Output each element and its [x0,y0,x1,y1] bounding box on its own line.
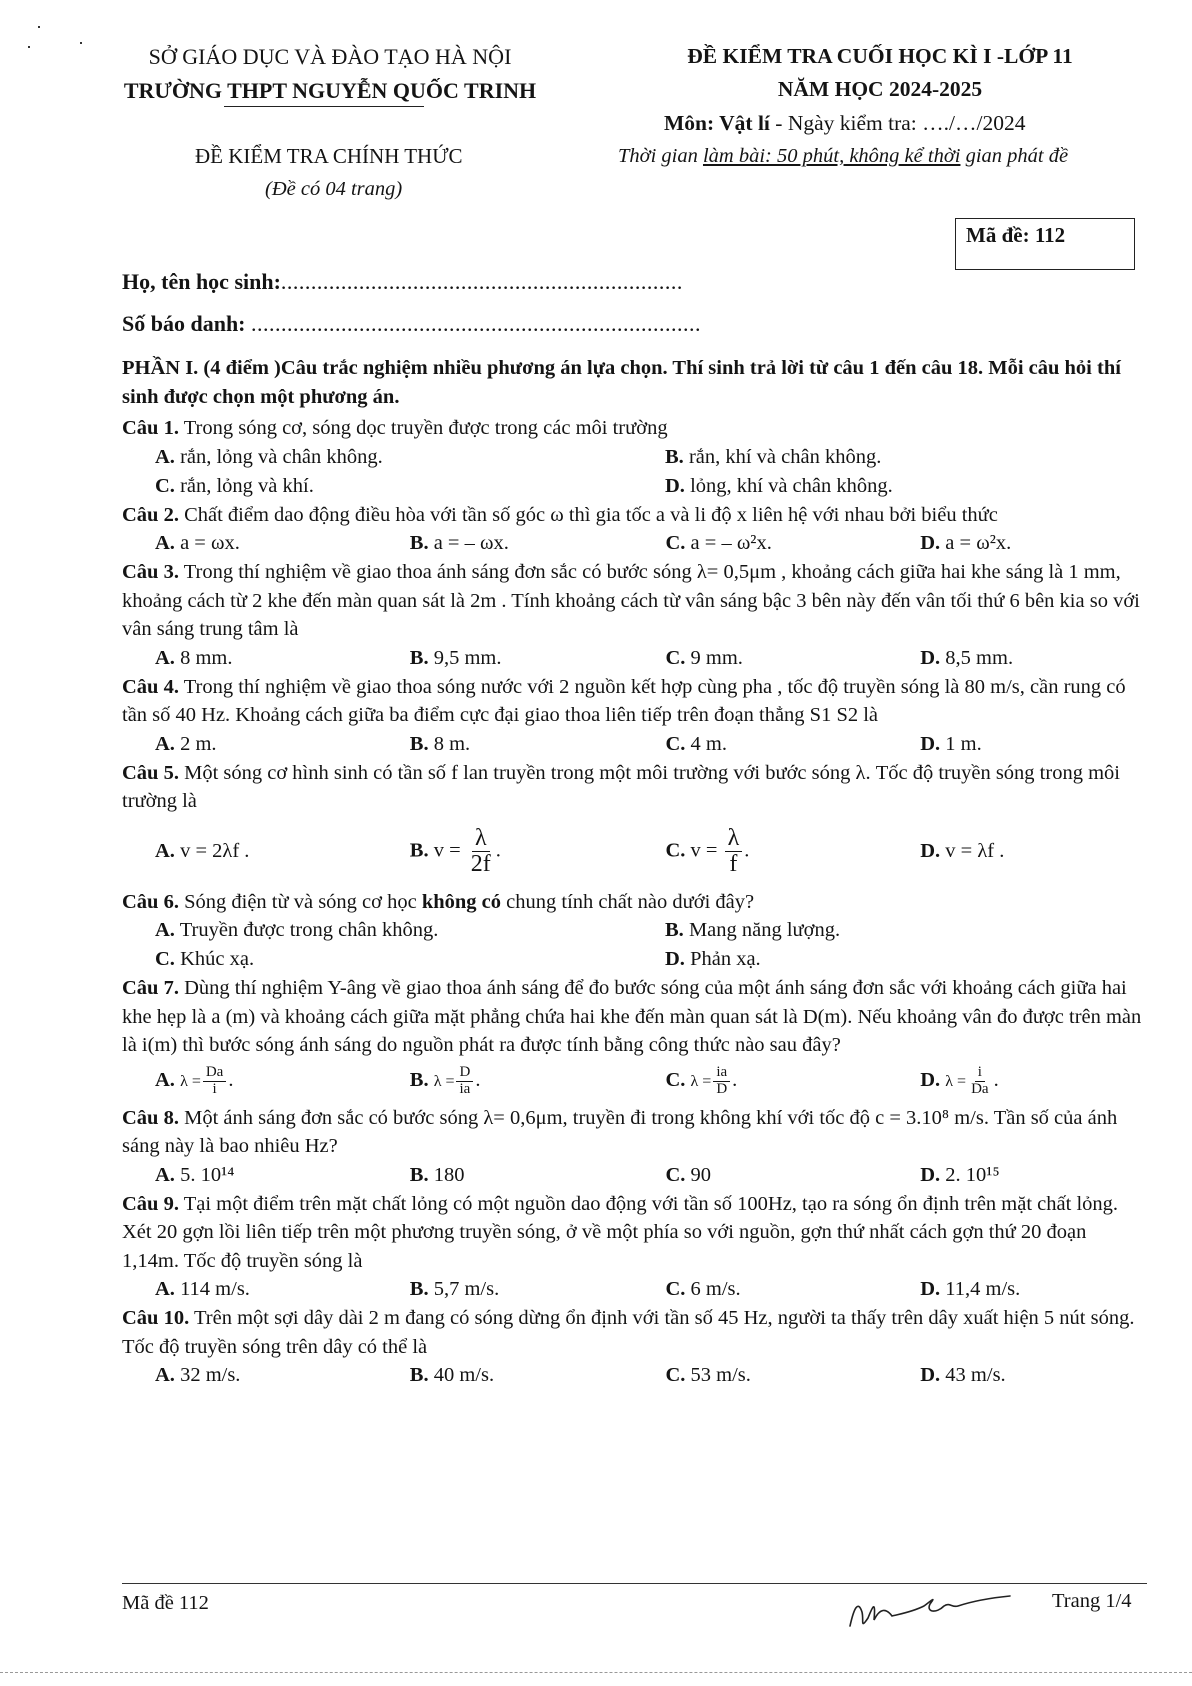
option-d [887,644,1142,673]
fraction [968,1065,992,1098]
option-lhs: λ = [945,1073,967,1091]
option-letter: A. [155,445,175,468]
option-letter: D. [920,1278,941,1300]
option-letter: B. [409,646,429,669]
option-b [632,916,1142,945]
denominator: f [729,851,738,877]
option-lhs: λ = [433,1073,455,1091]
option-period: . [228,1069,234,1092]
option-text: 9,5 mm. [428,646,502,669]
option-d [887,529,1142,558]
time-limit-pre: Thời gian [618,145,703,167]
option-letter: C. [155,948,175,970]
option-text: Truyền được trong chân không. [174,919,439,941]
option-letter: C. [665,1163,686,1186]
question-8 [122,1104,1142,1161]
signature-image [840,1578,1040,1645]
option-letter: D. [920,532,941,554]
question-5 [122,759,1142,816]
option-c [632,730,887,759]
option-text: 2 m. [174,732,217,755]
option-letter: D. [665,474,685,497]
subject-line [664,110,1025,137]
option-letter: C. [665,532,686,554]
question-text: Trên một sợi dây dài 2 m đang có sóng dừng ổn định với tần số 45 Hz, người ta thấy trên dây xuất hiện 5 nút sóng. Tốc độ truyền sóng trên dây có thể là [122,1307,1135,1358]
option-d [887,1361,1142,1390]
question-text: Sóng điện từ và sóng cơ học [178,890,422,913]
option-period: . [495,839,501,862]
time-limit-post: gian phát đề [960,145,1069,167]
options-1 [122,443,1142,472]
option-letter: A. [155,1069,175,1092]
scan-edge-line [0,1672,1192,1673]
header-left [100,40,560,108]
page-count-note: (Đề có 04 trang) [265,178,403,200]
denominator: i [212,1081,217,1097]
option-letter: B. [409,532,429,554]
question-2 [122,501,1142,530]
question-number: Câu 3. [122,561,179,583]
option-b [377,529,633,558]
student-id-field [122,310,701,338]
question-text: Trong sóng cơ, sóng dọc truyền được trong các môi trường [178,417,668,439]
option-b [377,730,633,759]
numerator: λ [725,826,743,852]
option-letter: C. [665,1364,686,1386]
question-number: Câu 2. [122,503,179,526]
option-letter: B. [665,445,684,468]
option-lhs: v = [690,839,718,862]
option-text: 43 m/s. [940,1364,1006,1386]
question-6 [122,888,1142,917]
option-period: . [732,1069,738,1092]
option-text: 1 m. [940,732,982,755]
option-b [377,1065,633,1098]
option-text: 9 mm. [685,646,743,669]
option-letter: D. [665,948,685,970]
options-10 [122,1361,1142,1390]
option-a [122,916,632,945]
options-6b [122,945,1142,974]
student-name-field [122,268,683,296]
option-c [632,1161,887,1190]
school-name: TRƯỜNG THPT NGUYỄN QUỐC TRINH [123,78,537,103]
option-lhs: v = [433,839,461,862]
option-c [632,644,887,673]
option-letter: A. [155,532,175,554]
denominator: ia [459,1081,471,1097]
student-id-dots: ........................................................................... [251,311,702,336]
question-text-end: chung tính chất nào dưới đây? [501,890,755,913]
option-text: 180 [428,1163,465,1186]
footer-page-number: Trang 1/4 [1052,1590,1132,1612]
option-text: 8 m. [428,732,471,755]
question-emphasis: không có [421,890,502,913]
subject-label: Môn: Vật lí [664,111,770,135]
option-c [632,1361,887,1390]
option-letter: B. [409,839,429,862]
option-letter: A. [155,1163,175,1186]
header-right [600,40,1160,106]
option-letter: D. [920,1163,941,1186]
numerator: ia [713,1065,730,1082]
option-lhs: λ = [180,1073,201,1091]
option-text: 6 m/s. [685,1278,741,1300]
question-text: Trong thí nghiệm về giao thoa sóng nước với 2 nguồn kết hợp cùng pha , tốc độ truyền sóng là 80 m/s, cần rung có tần số 40 Hz. Khoảng cách giữa ba điểm cực đại giao thoa liên tiếp trên đoạn thẳng S1 S2 là [122,675,1126,726]
options-4 [122,730,1142,759]
student-name-dots: ................................................................... [280,269,683,294]
question-number: Câu 8. [122,1106,179,1129]
option-period: . [475,1069,481,1092]
option-letter: B. [665,919,684,941]
option-letter: D. [920,1069,941,1092]
question-number: Câu 1. [122,417,179,439]
denominator: Da [971,1081,989,1097]
exam-content [122,354,1142,1390]
options-1b [122,472,1142,501]
option-letter: B. [409,1163,429,1186]
option-a [122,1065,377,1098]
exam-title: ĐỀ KIỂM TRA CUỐI HỌC KÌ I -LỚP 11 [687,44,1073,68]
option-text: 8 mm. [174,646,233,669]
option-text: a = ω²x. [940,532,1012,554]
option-letter: D. [920,732,941,755]
footer-exam-code: Mã đề 112 [122,1592,209,1614]
option-text: 32 m/s. [174,1364,241,1386]
option-letter: C. [665,1278,686,1300]
question-text: Dùng thí nghiệm Y-âng về giao thoa ánh sáng để đo bước sóng của một ánh sáng đơn sắc với khoảng cách giữa hai khe hẹp là a (m) và khoảng cách giữa mặt phẳng chứa hai khe đến màn quan sát là D(m). Nếu khoảng vân đo được trên màn là i(m) thì bước sóng ánh sáng do nguồn phát ra được tính bằng công thức nào sau đây? [122,977,1142,1056]
option-text: rắn, lỏng và chân không. [174,445,383,468]
option-a [122,529,377,558]
options-9 [122,1275,1142,1304]
option-text: a = – ω²x. [685,532,772,554]
option-text: 2. 10¹⁵ [940,1163,1000,1186]
option-letter: A. [155,919,175,941]
option-letter: D. [920,646,941,669]
option-d [887,1161,1142,1190]
question-3 [122,558,1142,644]
option-d [887,730,1142,759]
exam-code-box: Mã đề: 112 [955,218,1135,270]
option-text: 8,5 mm. [940,646,1014,669]
option-text: 5. 10¹⁴ [174,1163,235,1186]
question-1 [122,414,1142,443]
question-number: Câu 4. [122,675,179,698]
option-letter: C. [665,1069,686,1092]
option-d [887,1275,1142,1304]
question-number: Câu 9. [122,1192,179,1215]
option-letter: D. [920,1364,941,1386]
part1-title: PHẦN I. (4 điểm )Câu trắc nghiệm nhiều phương án lựa chọn. Thí sinh trả lời từ câu 1 đến câu 18. Mỗi câu hỏi thí sinh được chọn một phương án. [122,357,1121,408]
option-b [377,1275,633,1304]
option-letter: A. [155,732,175,755]
time-limit-mid: làm bài: 50 phút, không kể thời [702,145,961,167]
option-letter: C. [665,839,686,862]
option-letter: A. [155,1364,175,1386]
option-text: 114 m/s. [174,1278,250,1300]
option-b [377,1161,633,1190]
fraction [456,1065,473,1098]
option-period: . [744,839,750,862]
question-number: Câu 5. [122,761,179,784]
scan-speck [38,26,40,28]
option-b [377,826,633,877]
student-id-label: Số báo danh: [122,311,252,336]
option-letter: A. [155,1278,175,1300]
option-text: a = – ωx. [428,532,509,554]
numerator: λ [472,826,490,852]
question-text: Một ánh sáng đơn sắc có bước sóng λ= 0,6μm, truyền đi trong không khí với tốc độ c = 3.10⁸ m/s. Tần số của ánh sáng này là bao nhiêu Hz? [122,1106,1118,1157]
option-d [887,837,1142,866]
fraction [203,1065,227,1098]
option-b [377,1361,633,1390]
option-text: rắn, lỏng và khí. [174,474,314,497]
question-7 [122,974,1142,1060]
option-c [122,945,632,974]
option-text: 5,7 m/s. [428,1278,500,1300]
option-d [887,1065,1142,1098]
option-c [632,826,887,877]
option-letter: B. [409,1278,429,1300]
option-letter: A. [155,646,175,669]
options-3 [122,644,1142,673]
option-text: 90 [685,1163,712,1186]
option-c [632,529,887,558]
signature-icon [840,1578,1040,1638]
option-text: v = 2λf . [180,840,250,862]
question-10 [122,1304,1142,1361]
question-4 [122,673,1142,730]
option-letter: B. [409,1364,429,1386]
numerator: i [975,1065,985,1082]
option-lhs: λ = [690,1073,712,1091]
department-name: SỞ GIÁO DỤC VÀ ĐÀO TẠO HÀ NỘI [148,44,512,69]
option-text: 11,4 m/s. [940,1278,1021,1300]
option-text: Mang năng lượng. [683,919,841,941]
option-text: 53 m/s. [685,1364,751,1386]
exam-date: - Ngày kiểm tra: …./…/2024 [769,111,1026,135]
option-letter: C. [665,732,686,755]
official-label: ĐỀ KIỂM TRA CHÍNH THỨC [195,144,463,168]
scan-speck [80,42,82,44]
option-letter: D. [920,840,941,862]
option-a [122,1361,377,1390]
option-text: 40 m/s. [428,1364,495,1386]
denominator: D [716,1081,728,1097]
option-letter: C. [665,646,686,669]
option-c [632,1065,887,1098]
time-limit [618,143,1068,169]
option-text: Khúc xạ. [174,948,255,970]
fraction [713,1065,730,1098]
fraction [468,826,494,877]
option-text: rắn, khí và chân không. [683,445,882,468]
question-text: Trong thí nghiệm về giao thoa ánh sáng đơn sắc có bước sóng λ= 0,5μm , khoảng cách giữa hai khe sáng là 1 mm, khoảng cách từ 2 khe đến màn quan sát là 2m . Tính khoảng cách từ vân sáng bậc 3 bên này đến vân tối thứ 6 bên kia so với vân sáng trung tâm là [122,561,1140,640]
option-b [632,443,1142,472]
scan-speck [28,46,30,48]
option-a [122,644,377,673]
option-text: v = λf . [945,840,1005,862]
options-8 [122,1161,1142,1190]
option-a [122,730,377,759]
option-a [122,837,377,866]
option-a [122,443,632,472]
option-c [632,1275,887,1304]
question-number: Câu 10. [122,1307,190,1329]
option-d [632,945,1142,974]
option-c [122,472,632,501]
question-text: Chất điểm dao động điều hòa với tần số góc ω thì gia tốc a và li độ x liên hệ với nhau bởi biểu thức [178,503,998,526]
option-letter: B. [409,732,429,755]
option-letter: C. [155,474,175,497]
option-text: 4 m. [685,732,727,755]
options-6 [122,916,1142,945]
question-number: Câu 7. [122,977,179,999]
school-year: NĂM HỌC 2024-2025 [777,77,983,101]
option-period: . [993,1069,999,1092]
student-name-label: Họ, tên học sinh: [122,269,281,294]
options-2 [122,529,1142,558]
denominator: 2f [470,851,491,877]
option-b [377,644,633,673]
question-9 [122,1190,1142,1276]
options-7 [122,1060,1142,1104]
numerator: Da [203,1065,227,1082]
option-letter: B. [409,1069,429,1092]
option-text: Phản xạ. [684,948,761,970]
question-text: Tại một điểm trên mặt chất lỏng có một nguồn dao động với tần số 100Hz, tạo ra sóng ổn định trên mặt chất lỏng. Xét 20 gợn lồi liên tiếp trên một phương truyền sóng, ở về một phía so với nguồn, gợn thứ nhất cách gợn thứ 20 đoạn 1,14m. Tốc độ truyền sóng là [122,1192,1119,1272]
options-5 [122,816,1142,888]
question-text: Một sóng cơ hình sinh có tần số f lan truyền trong một môi trường với bước sóng λ. Tốc độ truyền sóng trong môi trường là [122,761,1120,812]
option-a [122,1161,377,1190]
option-d [632,472,1142,501]
option-text: lỏng, khí và chân không. [684,474,893,497]
option-letter: A. [155,840,175,862]
option-a [122,1275,377,1304]
fraction [725,826,743,877]
question-number: Câu 6. [122,890,179,913]
school-underline [224,106,424,107]
numerator: D [456,1065,473,1082]
option-text: a = ωx. [174,532,240,554]
